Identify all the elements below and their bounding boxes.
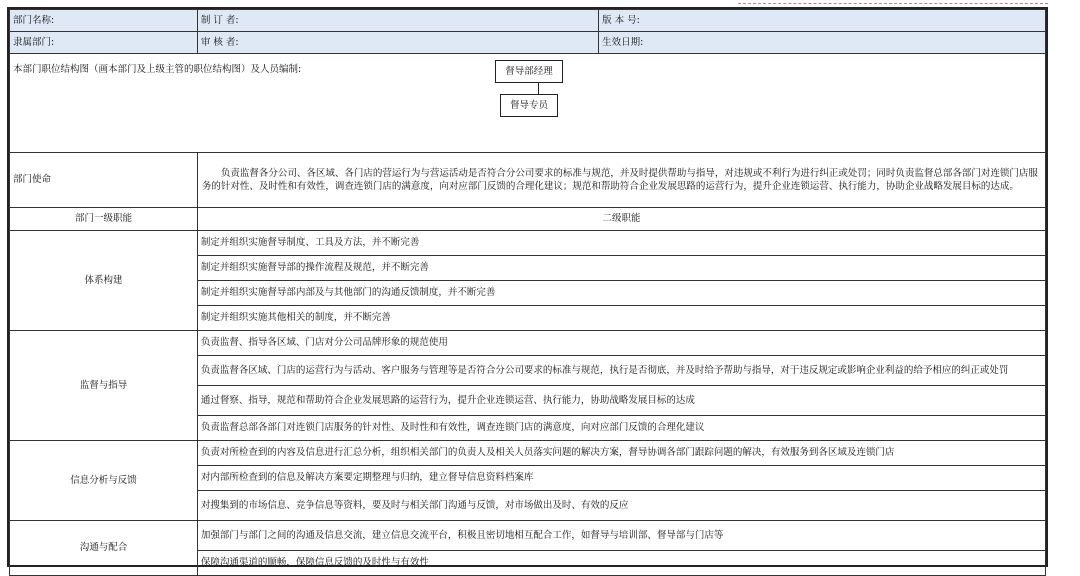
editor-label: 制 订 者: [197, 10, 598, 32]
org-box-staff: 督导专员 [500, 94, 558, 117]
job-description-sheet [7, 7, 1048, 567]
section-name: 信息分析与反馈 [10, 441, 198, 521]
mission-text: 负责监督各分公司、各区域、各门店的营运行为与营运活动是否符合分公司要求的标准与规范，并及时提供帮助与指导，对违规或不利行为进行纠正或处罚；同时负责监督总部各部门对连锁门店服务的针对性、及时性和有效性，调查连锁门店的满意度，向对应部门反馈的合理化建议；规范和帮助符合企业发展思路的运营行为，提升企业连锁运营、执行能力，协助企业战略发展目标的达成。 [197, 153, 1045, 208]
page-break-marker [738, 0, 1048, 4]
duty-item: 负责监督总部各部门对连锁门店服务的针对性、及时性和有效性，调查连锁门店的满意度，向对应部门反馈的合理化建议 [197, 416, 1045, 441]
parent-dept-label: 隶属部门: [10, 32, 198, 54]
org-chart-cell [10, 54, 1046, 153]
table-row [10, 521, 1046, 551]
level1-header: 部门一级职能 [10, 208, 198, 231]
section-name: 监督与指导 [10, 331, 198, 441]
header-row-1 [10, 10, 1046, 32]
duty-item: 加强部门与部门之间的沟通及信息交流，建立信息交流平台，积极且密切地相互配合工作，如督导与培训部、督导部与门店等 [197, 521, 1045, 551]
duty-item: 负责监督各区域、门店的运营行为与活动、客户服务与管理等是否符合分公司要求的标准与规范，执行是否彻底，并及时给予帮助与指导，对于违反规定或影响企业利益的给予相应的纠正或处罚 [197, 356, 1045, 386]
duty-item: 负责对所检查到的内容及信息进行汇总分析，组织相关部门的负责人及相关人员落实问题的解决方案，督导协调各部门跟踪问题的解决，有效服务到各区域及连锁门店 [197, 441, 1045, 466]
duty-item: 制定并组织实施督导部的操作流程及规范，并不断完善 [197, 256, 1045, 281]
duty-item: 通过督察、指导，规范和帮助符合企业发展思路的运营行为，提升企业连锁运营、执行能力，协助战略发展目标的达成 [197, 386, 1045, 416]
duty-item: 对内部所检查到的信息及解决方案要定期整理与归纳，建立督导信息资料档案库 [197, 466, 1045, 491]
mission-row [10, 153, 1046, 208]
org-box-manager: 督导部经理 [495, 60, 563, 83]
reviewer-label: 审 核 者: [197, 32, 598, 54]
table-row [10, 231, 1046, 256]
duty-item: 保障沟通渠道的顺畅，保障信息反馈的及时性与有效性 [197, 551, 1045, 576]
dept-name-label: 部门名称: [10, 10, 198, 32]
effective-date-label: 生效日期: [599, 32, 1046, 54]
mission-label: 部门使命 [10, 153, 198, 208]
duty-item: 负责监督、指导各区域、门店对分公司品牌形象的规范使用 [197, 331, 1045, 356]
table-row [10, 441, 1046, 466]
table-row [10, 331, 1046, 356]
duty-table [9, 9, 1046, 576]
section-name: 沟通与配合 [10, 521, 198, 576]
level2-header: 二级职能 [197, 208, 1045, 231]
org-chart-row [10, 54, 1046, 153]
duty-item: 制定并组织实施督导部内部及与其他部门的沟通反馈制度，并不断完善 [197, 281, 1045, 306]
duty-item: 制定并组织实施其他相关的制度，并不断完善 [197, 306, 1045, 331]
org-chart-label: 本部门职位结构图（画本部门及上级主管的职位结构图）及人员编制: [13, 64, 302, 75]
version-label: 版 本 号: [599, 10, 1046, 32]
duty-item: 对搜集到的市场信息、竞争信息等资料，要及时与相关部门沟通与反馈，对市场做出及时、有效的反应 [197, 491, 1045, 521]
org-connector-line [538, 82, 539, 94]
header-row-2 [10, 32, 1046, 54]
section-name: 体系构建 [10, 231, 198, 331]
duty-item: 制定并组织实施督导制度、工具及方法，并不断完善 [197, 231, 1045, 256]
column-header-row [10, 208, 1046, 231]
